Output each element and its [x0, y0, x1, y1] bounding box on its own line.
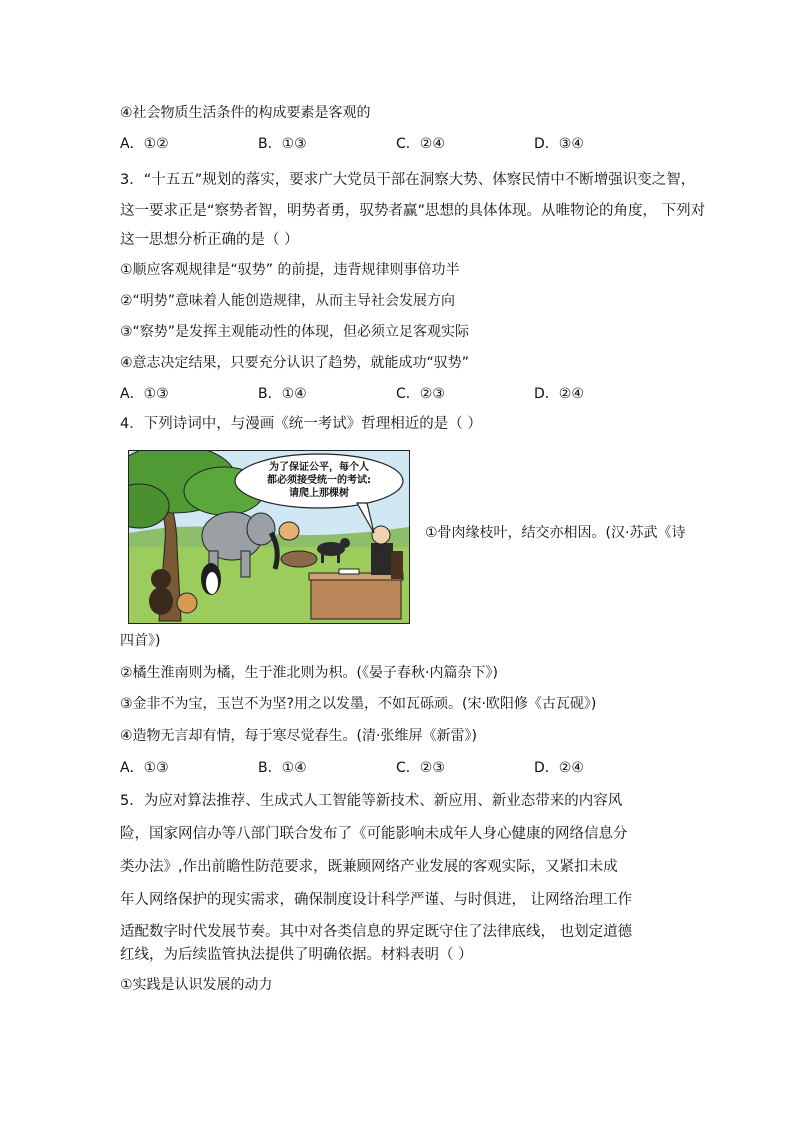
seal	[281, 551, 317, 567]
bubble-text-line3: 请爬上那棵树	[289, 488, 349, 499]
bubble-text-line1: 为了保证公平，每个人	[269, 462, 369, 473]
examiner-desk	[309, 569, 403, 619]
statement-item: ①顺应客观规律是“驭势” 的前提，违背规律则事倍功半	[120, 262, 460, 278]
statement-item: ①实践是认识发展的动力	[120, 977, 273, 993]
statement-item: ②橘生淮南则为橘，生于淮北则为枳。(《晏子春秋·内篇杂下》)	[120, 665, 498, 681]
option-c: C．②④	[396, 136, 445, 152]
cat	[177, 593, 197, 613]
statement-item: ④社会物质生活条件的构成要素是客观的	[120, 105, 371, 121]
question-3-stem: 这一思想分析正确的是（ ）	[120, 232, 299, 248]
option-b: B．①④	[258, 760, 307, 776]
option-d: D．②④	[534, 386, 584, 402]
question-5-stem: 类办法》,作出前瞻性防范要求，既兼顾网络产业发展的客观实际，又紧扣未成	[120, 859, 618, 875]
penguin	[201, 563, 221, 595]
cartoon-illustration	[129, 451, 409, 623]
option-a: A．①③	[120, 760, 169, 776]
option-d: D．③④	[534, 136, 584, 152]
statement-item: ①骨肉缘枝叶，结交亦相因。(汉·苏武《诗	[425, 525, 686, 541]
question-3-stem: 这一要求正是“察势者智，明势者勇，驭势者赢”思想的具体体现。从唯物论的角度， 下列对	[120, 203, 706, 219]
fishbowl	[279, 522, 299, 540]
option-b: B．①③	[258, 136, 307, 152]
option-d: D．②④	[534, 760, 584, 776]
monkey	[149, 569, 173, 615]
question-4-stem: 4．下列诗词中，与漫画《统一考试》哲理相近的是（ ）	[120, 416, 482, 432]
question-5-stem: 5．为应对算法推荐、生成式人工智能等新技术、新应用、新业态带来的内容风	[120, 793, 623, 809]
statement-item-continued: 四首》)	[120, 633, 161, 649]
option-b: B．①④	[258, 386, 307, 402]
option-c: C．②③	[396, 760, 445, 776]
statement-item: ③“察势”是发挥主观能动性的体现，但必须立足客观实际	[120, 324, 470, 340]
option-a: A．①③	[120, 386, 169, 402]
bubble-text-line2: 都必须接受统一的考试:	[267, 475, 371, 486]
statement-item: ④造物无言却有情，每于寒尽觉春生。(清·张维屏《新雷》)	[120, 728, 477, 744]
cartoon-unified-exam	[128, 450, 410, 624]
question-5-stem: 红线，为后续监管执法提供了明确依据。材料表明（ ）	[120, 947, 473, 963]
question-5-stem: 险，国家网信办等八部门联合发布了《可能影响未成年人身心健康的网络信息分	[120, 826, 628, 842]
answer-options-q3	[120, 384, 680, 404]
question-5-stem: 年人网络保护的现实需求，确保制度设计科学严谨、与时俱进， 让网络治理工作	[120, 892, 633, 908]
statement-item: ④意志决定结果，只要充分认识了趋势，就能成功“驭势”	[120, 355, 470, 371]
answer-options-q4	[120, 758, 680, 778]
answer-options-prev	[120, 134, 680, 154]
option-a: A．①②	[120, 136, 169, 152]
question-5-stem: 适配数字时代发展节奏。其中对各类信息的界定既守住了法律底线， 也划定道德	[120, 924, 633, 940]
statement-item: ③金非不为宝，玉岂不为坚?用之以发墨，不如瓦砾顽。(宋·欧阳修《古瓦砚》)	[120, 696, 597, 712]
question-3-stem: 3．“十五五”规划的落实，要求广大党员干部在洞察大势、体察民情中不断增强识变之智，	[120, 172, 696, 188]
option-c: C．②③	[396, 386, 445, 402]
statement-item: ②“明势”意味着人能创造规律，从而主导社会发展方向	[120, 293, 456, 309]
